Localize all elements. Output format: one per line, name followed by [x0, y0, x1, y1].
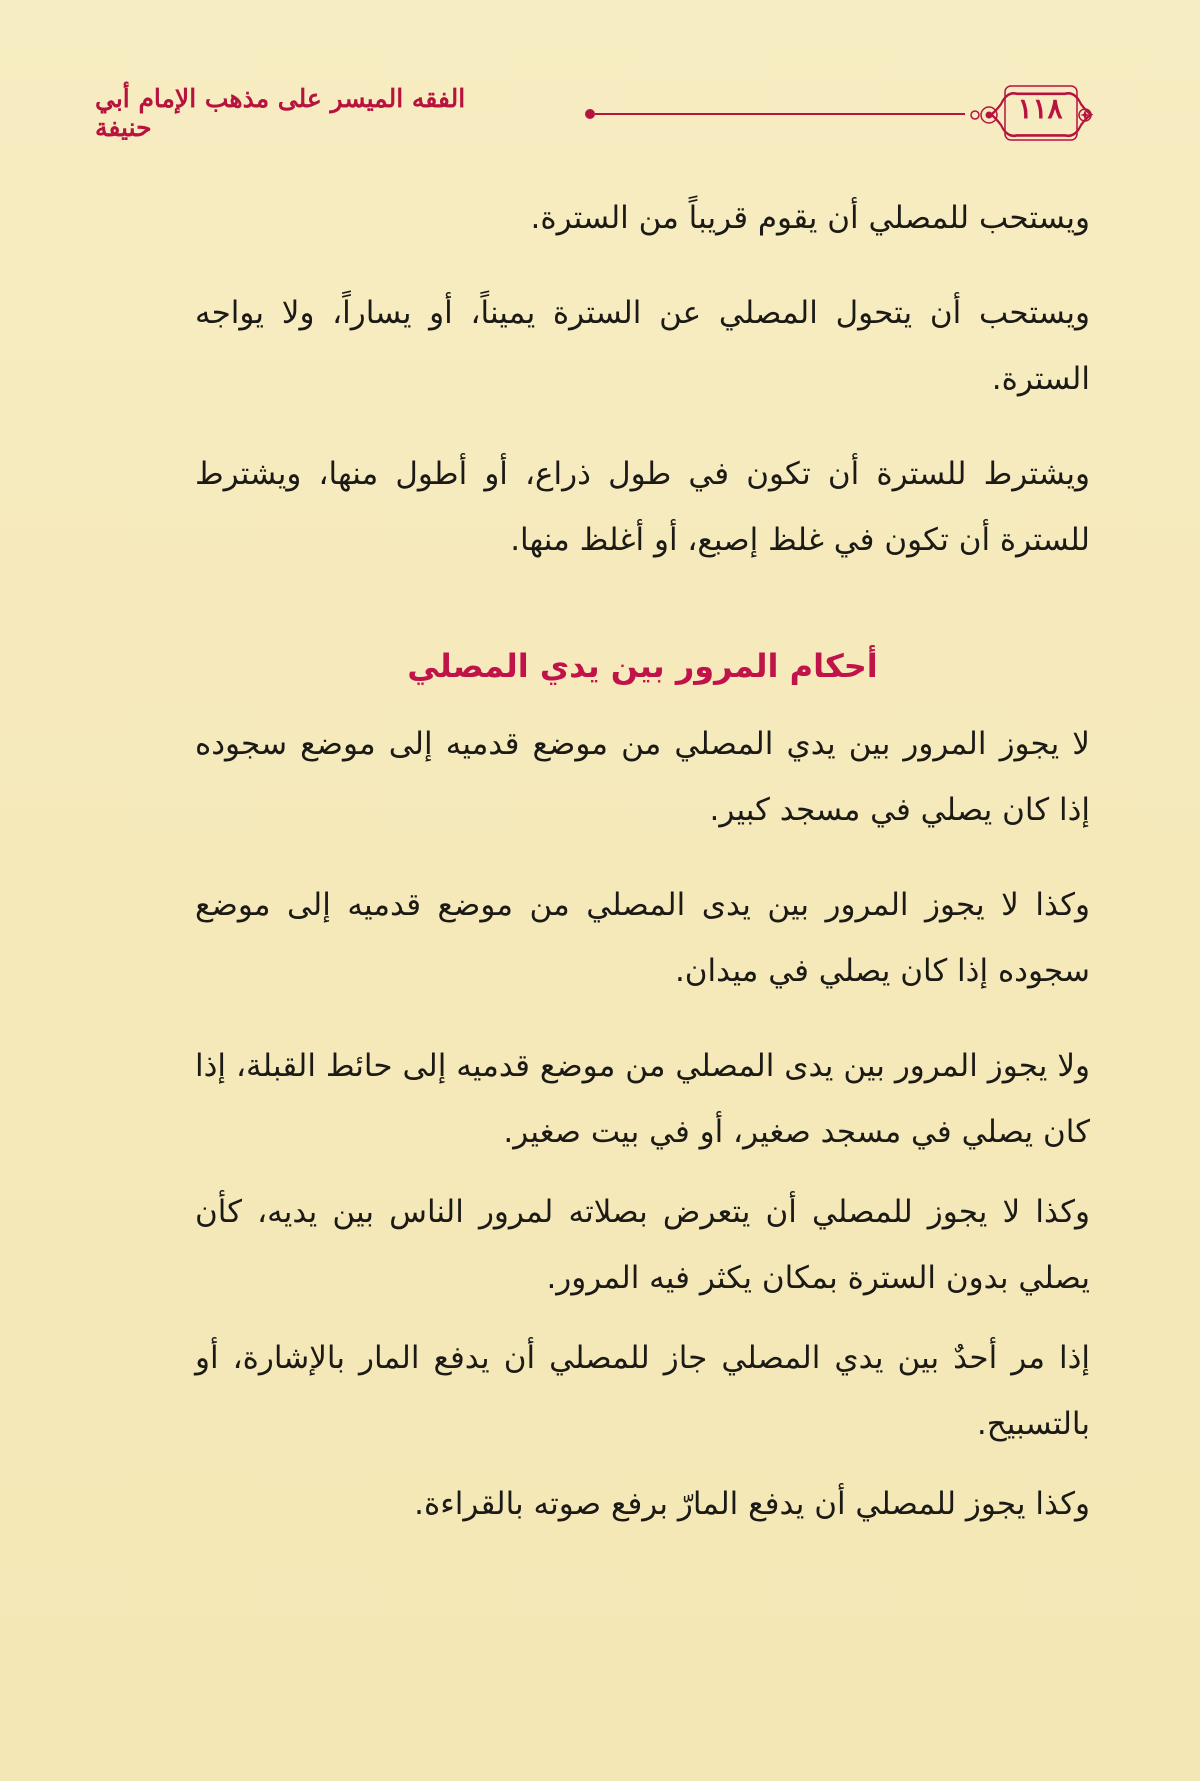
paragraph-shift-from-sutra: ويستحب أن يتحول المصلي عن السترة يميناً، أو يساراً، ولا يواجه السترة.	[195, 295, 1090, 397]
paragraph-stand-near-sutra: ويستحب للمصلي أن يقوم قريباً من السترة.	[530, 200, 1090, 236]
page-body	[195, 185, 1090, 1551]
paragraph-open-field: وكذا لا يجوز المرور بين يدى المصلي من موضع قدميه إلى موضع سجوده إذا كان يصلي في ميدان.	[195, 887, 1090, 989]
paragraph-repel-by-gesture: إذا مر أحدٌ بين يدي المصلي جاز للمصلي أن يدفع المار بالإشارة، أو بالتسبيح.	[195, 1340, 1090, 1442]
paragraph-sutra-conditions: ويشترط للسترة أن تكون في طول ذراع، أو أطول منها، ويشترط للسترة أن تكون في غلظ إصبع، أو أغلظ منها.	[195, 456, 1090, 558]
page-header	[95, 72, 1095, 162]
paragraph-repel-by-recitation: وكذا يجوز للمصلي أن يدفع المارّ برفع صوته بالقراءة.	[414, 1486, 1090, 1522]
page-number: ١١٨	[1017, 92, 1063, 125]
header-divider	[595, 113, 965, 115]
paragraph-exposing-prayer: وكذا لا يجوز للمصلي أن يتعرض بصلاته لمرور الناس بين يديه، كأن يصلي بدون السترة بمكان يكثر فيه المرور.	[195, 1194, 1090, 1296]
page-number-frame	[967, 72, 1095, 154]
divider-end-dot	[585, 109, 595, 119]
book-title: الفقه الميسر على مذهب الإمام أبي حنيفة	[95, 84, 466, 142]
paragraph-large-mosque: لا يجوز المرور بين يدي المصلي من موضع قدميه إلى موضع سجوده إذا كان يصلي في مسجد كبير.	[195, 726, 1090, 828]
paragraph-small-mosque: ولا يجوز المرور بين يدى المصلي من موضع قدميه إلى حائط القبلة، إذا كان يصلي في مسجد صغير، أو في بيت صغير.	[195, 1048, 1090, 1150]
section-heading: أحكام المرور بين يدي المصلي	[407, 647, 878, 685]
